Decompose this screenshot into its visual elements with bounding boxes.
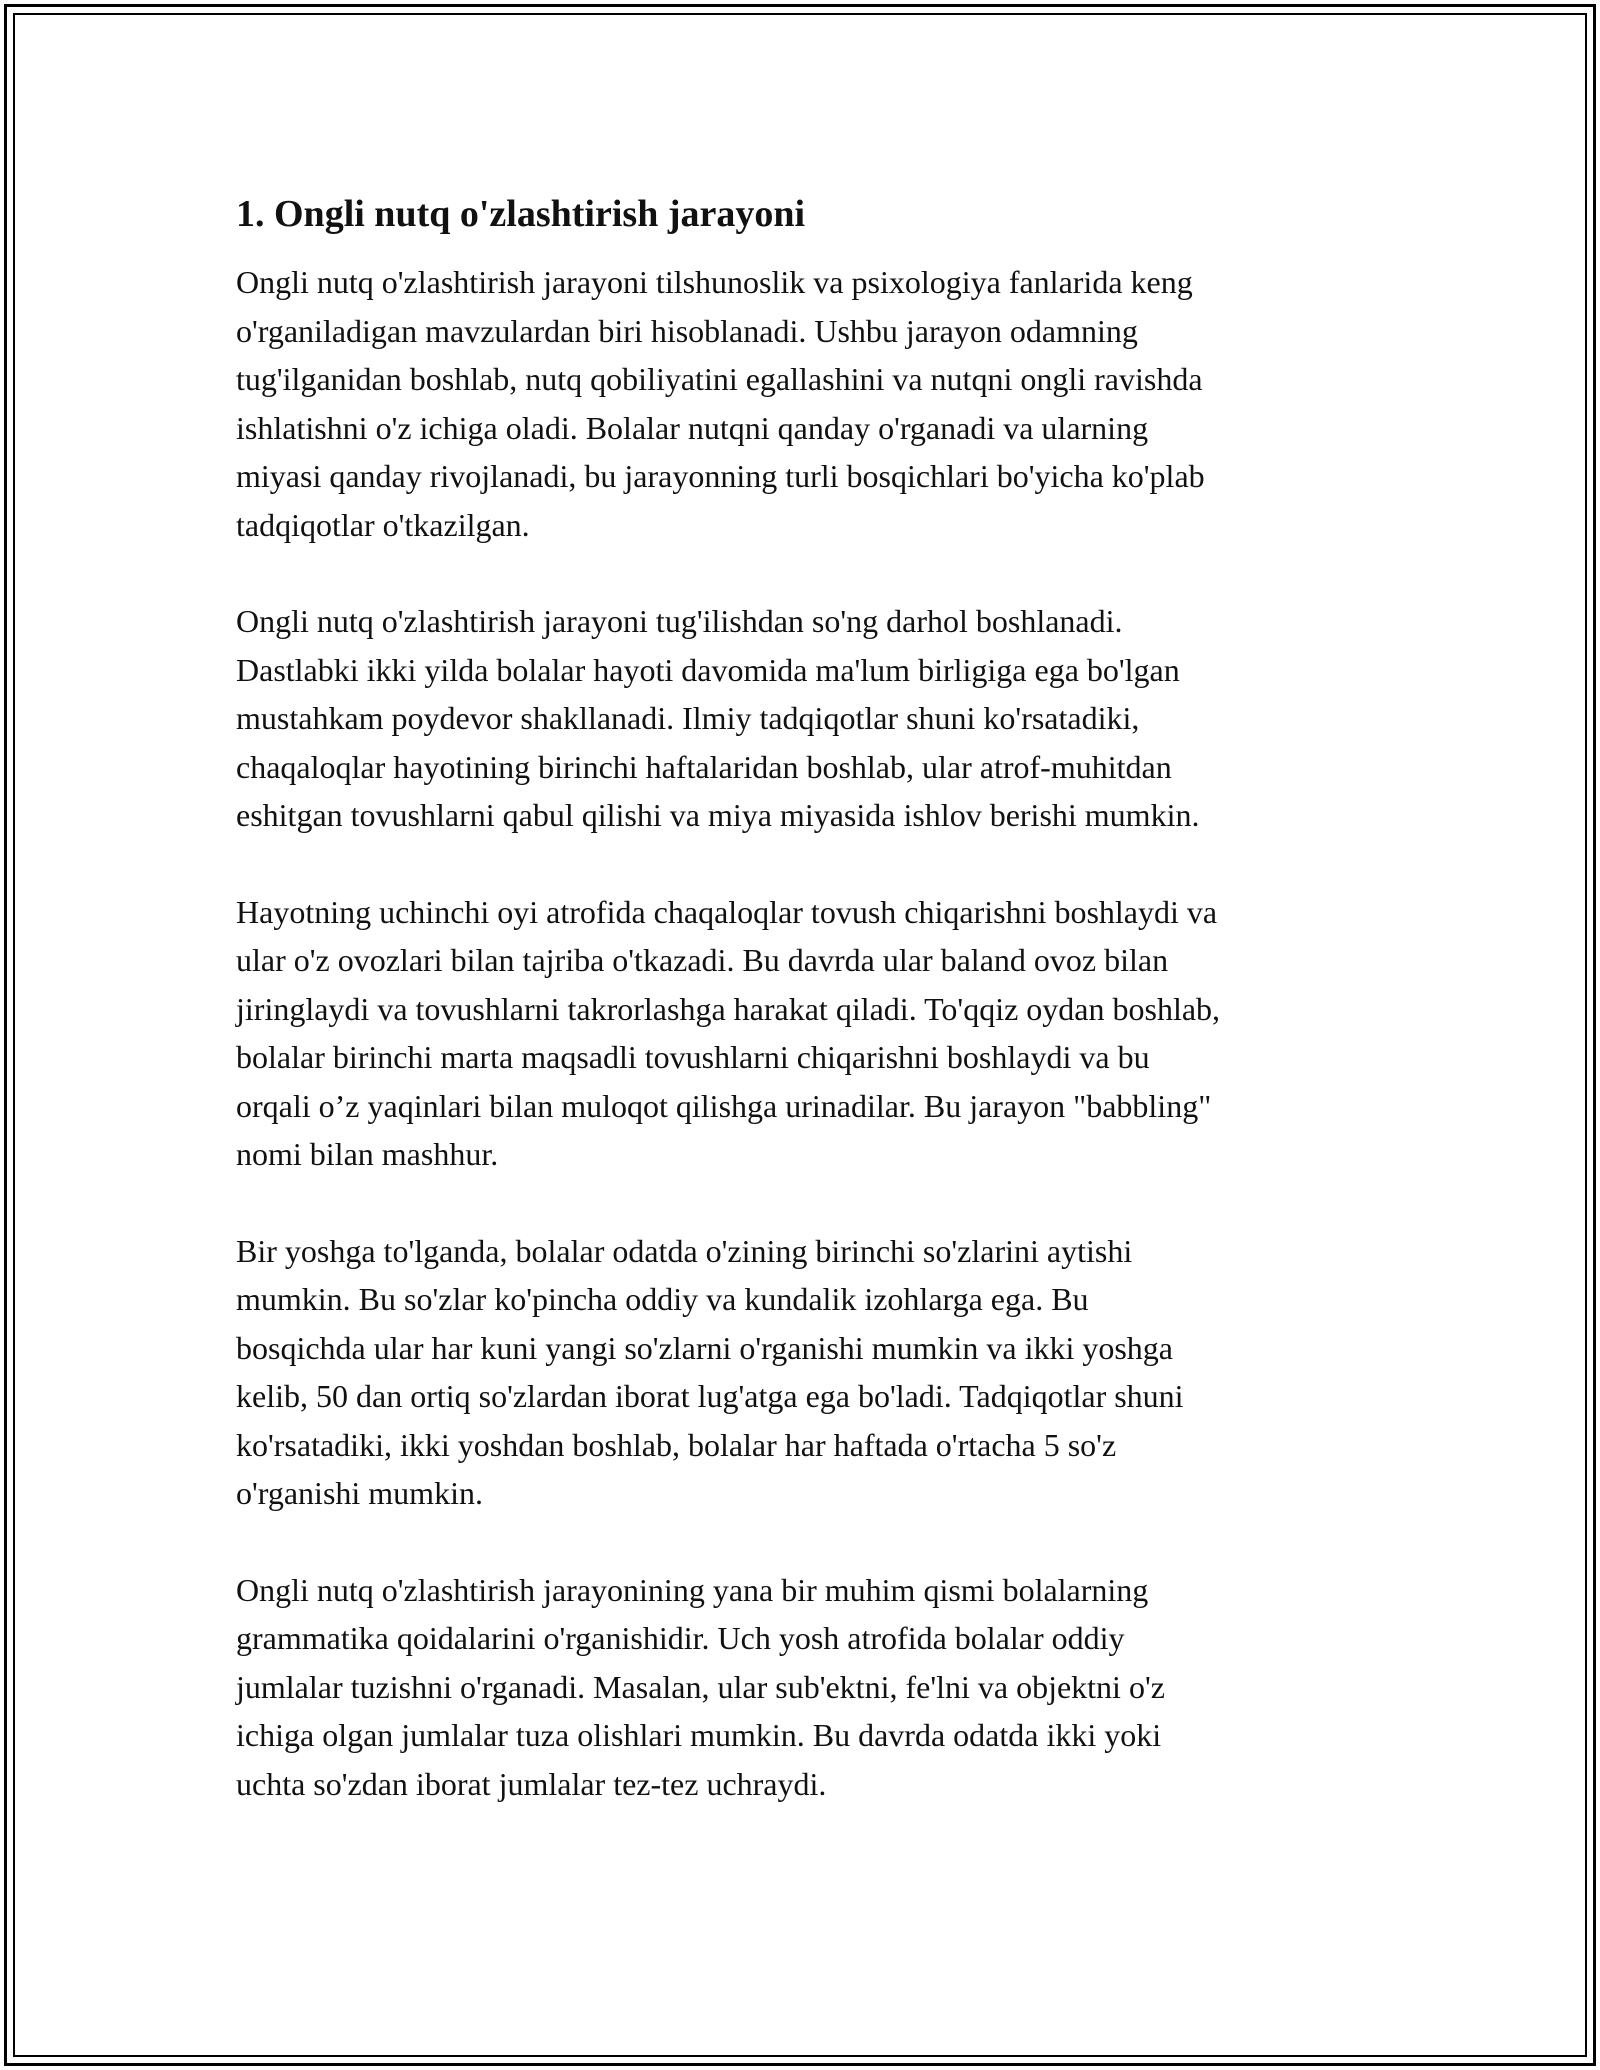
paragraph-3 — [236, 888, 1386, 1179]
text-line: bosqichda ular har kuni yangi so'zlarni o'rganishi mumkin va ikki yoshga — [236, 1329, 1173, 1366]
text-line: mustahkam poydevor shakllanadi. Ilmiy tadqiqotlar shuni ko'rsatadiki, — [236, 700, 1140, 736]
text-line: uchta so'zdan iborat jumlalar tez-tez uchraydi. — [236, 1765, 827, 1802]
paragraph-5 — [236, 1566, 1386, 1809]
paragraph-4 — [236, 1227, 1386, 1518]
text-line: Dastlabki ikki yilda bolalar hayoti davomida ma'lum birligiga ega bo'lgan — [236, 651, 1180, 688]
section-heading: 1. Ongli nutq o'zlashtirish jarayoni — [236, 193, 806, 235]
text-line: ishlatishni o'z ichiga oladi. Bolalar nutqni qanday o'rganadi va ularning — [236, 409, 1149, 446]
text-line: grammatika qoidalarini o'rganishidir. Uch yosh atrofida bolalar oddiy — [236, 1620, 1125, 1656]
text-line: o'rganishi mumkin. — [236, 1475, 483, 1511]
text-line: eshitgan tovushlarni qabul qilishi va miya miyasida ishlov berishi mumkin. — [236, 797, 1200, 833]
text-line: ichiga olgan jumlalar tuza olishlari mumkin. Bu davrda odatda ikki yoki — [236, 1717, 1162, 1753]
text-line: Ongli nutq o'zlashtirish jarayoni tilshunoslik va psixologiya fanlarida keng — [236, 264, 1193, 300]
document-body — [236, 186, 1386, 1856]
paragraph-2 — [236, 597, 1386, 840]
text-line: jiringlaydi va tovushlarni takrorlashga harakat qiladi. To'qqiz oydan boshlab, — [236, 990, 1221, 1027]
text-line: jumlalar tuzishni o'rganadi. Masalan, ular sub'ektni, fe'lni va objektni o'z — [236, 1668, 1165, 1705]
text-line: Hayotning uchinchi oyi atrofida chaqaloqlar tovush chiqarishni boshlaydi va — [236, 893, 1218, 930]
text-line: ko'rsatadiki, ikki yoshdan boshlab, bolalar har haftada o'rtacha 5 so'z — [236, 1426, 1117, 1463]
text-line: tug'ilganidan boshlab, nutq qobiliyatini egallashini va nutqni ongli ravishda — [236, 361, 1203, 397]
paragraph-1 — [236, 258, 1386, 549]
text-line: Ongli nutq o'zlashtirish jarayoni tug'ilishdan so'ng darhol boshlanadi. — [236, 603, 1123, 639]
text-line: Ongli nutq o'zlashtirish jarayonining yana bir muhim qismi bolalarning — [236, 1571, 1149, 1608]
text-line: tadqiqotlar o'tkazilgan. — [236, 506, 530, 543]
text-line: o'rganiladigan mavzulardan biri hisoblanadi. Ushbu jarayon odamning — [236, 312, 1138, 349]
text-line: miyasi qanday rivojlanadi, bu jarayonning turli bosqichlari bo'yicha ko'plab — [236, 458, 1205, 494]
text-line: ular o'z ovozlari bilan tajriba o'tkazadi. Bu davrda ular baland ovoz bilan — [236, 942, 1169, 978]
text-line: bolalar birinchi marta maqsadli tovushlarni chiqarishni boshlaydi va bu — [236, 1039, 1150, 1075]
text-line: orqali o’z yaqinlari bilan muloqot qilishga urinadilar. Bu jarayon "babbling" — [236, 1087, 1212, 1124]
text-line: chaqaloqlar hayotining birinchi haftalaridan boshlab, ular atrof-muhitdan — [236, 748, 1172, 785]
text-line: nomi bilan mashhur. — [236, 1136, 499, 1172]
text-line: mumkin. Bu so'zlar ko'pincha oddiy va kundalik izohlarga ega. Bu — [236, 1281, 1089, 1317]
text-line: Bir yoshga to'lganda, bolalar odatda o'zining birinchi so'zlarini aytishi — [236, 1232, 1133, 1269]
text-line: kelib, 50 dan ortiq so'zlardan iborat lug'atga ega bo'ladi. Tadqiqotlar shuni — [236, 1378, 1184, 1414]
